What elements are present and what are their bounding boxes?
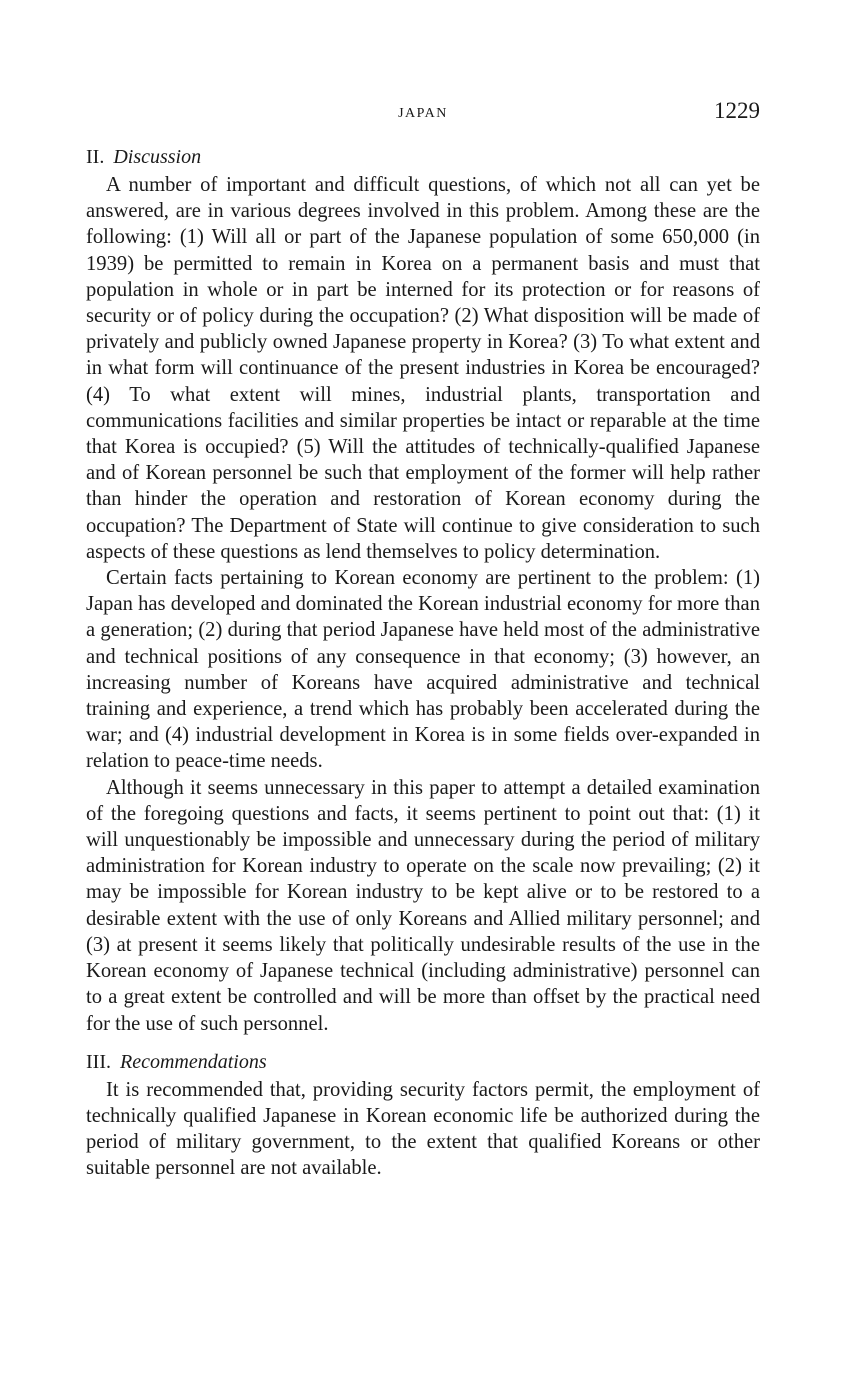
section-number: II. [86, 146, 105, 168]
running-head [86, 96, 760, 136]
section-heading [86, 1049, 760, 1075]
section-title: Recommendations [119, 1050, 267, 1073]
section-discussion [86, 144, 760, 1037]
paragraph: Although it seems unnecessary in this paper to attempt a detailed examination of the foregoing questions and facts, it seems pertinent to point out that: (1) it will unquestionably be impossible and unnecessary during the period of military administration for Korean industry to operate on the scale now prevailing; (2) it may be impossible for Korean industry to be kept alive or to be restored to a desirable extent with the use of only Koreans and Allied military personnel; and (3) at present it seems likely that politically undesirable results of the use in the Korean economy of Japanese technical (including administrative) personnel can to a great extent be controlled and will be more than offset by the practical need for the use of such personnel. [86, 776, 760, 1035]
paragraph: It is recommended that, providing security factors permit, the employment of technically qualified Japanese in Korean economic life be authorized during the period of military government, to the extent that qualified Koreans or other suitable personnel are not available. [86, 1078, 760, 1180]
section-number: III. [86, 1050, 111, 1073]
section-gap [86, 1037, 760, 1041]
section-heading [86, 144, 760, 170]
section-recommendations [86, 1049, 760, 1182]
paragraph: A number of important and difficult questions, of which not all can yet be answered, are in various degrees involved in this problem. Among these are the following: (1) Will all or part of the Japanese population of some 650,000 (in 1939) be permitted to remain in Korea on a permanent basis and must that population in whole or in part be interned for its protection or for reasons of security or of policy during the occupation? (2) What disposition will be made of privately and publicly owned Japanese property in Korea? (3) To what extent and in what form will continuance of the present industries in Korea be encouraged? (4) To what extent will mines, industrial plants, transportation and communications facilities and similar properties be intact or reparable at the time that Korea is occupied? (5) Will the attitudes of technically-qualified Japanese and of Korean personnel be such that employment of the former will help rather than hinder the operation and restoration of Korean economy during the occupation? The Department of State will continue to give consideration to such aspects of these questions as lend themselves to policy determination. [86, 174, 760, 563]
document-page [86, 96, 760, 1182]
paragraph: Certain facts pertaining to Korean economy are pertinent to the problem: (1) Japan has developed and dominated the Korean industrial economy for more than a generation; (2) during that period Japanese have held most of the administrative and technical positions of any consequence in that economy; (3) however, an increasing number of Koreans have acquired administrative and technical training and experience, a trend which has probably been accelerated during the war; and (4) industrial development in Korea is in some fields over-expanded in relation to peace-time needs. [86, 567, 760, 773]
section-title: Discussion [113, 146, 202, 168]
page-number: 1229 [714, 98, 760, 123]
running-title: JAPAN [398, 106, 448, 121]
